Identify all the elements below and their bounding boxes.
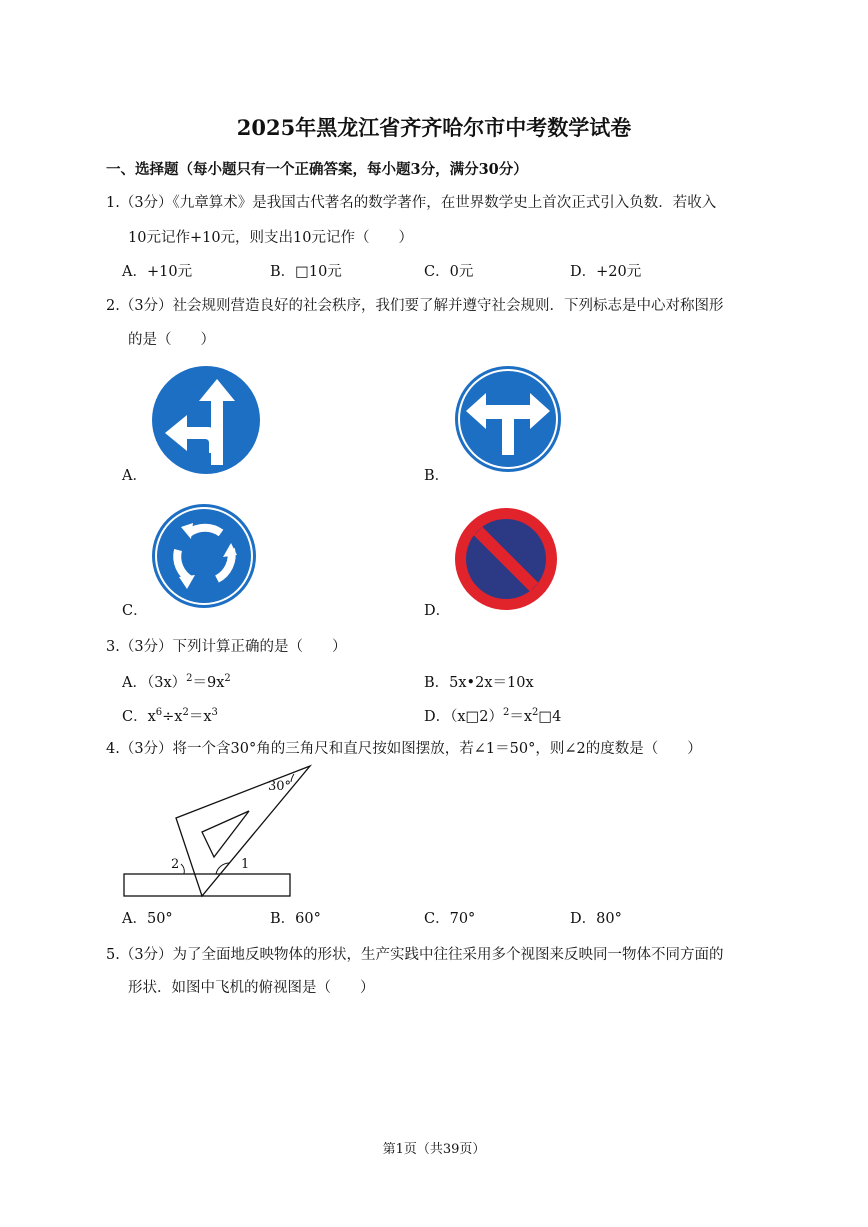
- q3-a-sup1: 2: [186, 673, 193, 685]
- q4-option-b: B．60°: [270, 911, 321, 927]
- sign-d-no-parking-icon: [454, 507, 558, 611]
- sign-a-straight-left-icon: [151, 365, 261, 475]
- q3-text: 3.（3分）下列计算正确的是（ ）: [106, 639, 347, 655]
- sign-c-roundabout-icon: [151, 503, 257, 609]
- q5-text-line2: 形状．如图中飞机的俯视图是（ ）: [128, 980, 375, 996]
- q3-d-post: □4: [538, 709, 562, 725]
- q3-c-mid: ÷x: [162, 709, 183, 725]
- q1-option-c: C．0元: [424, 264, 474, 280]
- q5-text-line1: 5.（3分）为了全面地反映物体的形状，生产实践中往往采用多个视图来反映同一物体不同方面的: [106, 947, 724, 963]
- q3-c-sup2: 2: [182, 707, 189, 719]
- q1-text-line1: 1.（3分）《九章算术》是我国古代著名的数学著作，在世界数学史上首次正式引入负数．若收入: [106, 195, 717, 211]
- q3-a-sup2: 2: [224, 673, 231, 685]
- q3-option-a: [122, 671, 231, 692]
- page-footer: 第1页（共39页）: [382, 1142, 486, 1157]
- q2-option-c-label: C．: [122, 603, 148, 619]
- q3-option-b: B．5x•2x＝10x: [424, 675, 534, 691]
- q3-option-c: [122, 705, 218, 726]
- q3-option-d: [424, 705, 561, 726]
- q2-option-a-label: A．: [122, 468, 147, 484]
- q3-d-sup1: 2: [502, 707, 510, 719]
- q3-d-sup2: 2: [532, 707, 539, 719]
- q2-option-d-label: D．: [424, 603, 451, 619]
- q3-c-pre: C．x: [122, 709, 156, 725]
- q2-option-b-label: B．: [424, 468, 450, 484]
- q1-option-a: A．+10元: [122, 264, 193, 280]
- q4-option-d: D．80°: [570, 911, 622, 927]
- q3-d-mid: ＝x: [509, 709, 533, 725]
- sign-b-left-right-icon: [454, 365, 562, 473]
- q1-option-b: B．□10元: [270, 264, 342, 280]
- q4-option-a: A．50°: [122, 911, 173, 927]
- q3-a-pre: A．（3x）: [122, 675, 187, 691]
- q2-text-line1: 2.（3分）社会规则营造良好的社会秩序，我们要了解并遵守社会规则．下列标志是中心对称图形: [106, 298, 724, 314]
- q4-option-c: C．70°: [424, 911, 476, 927]
- q1-text-line2: 10元记作+10元，则支出10元记作（ ）: [128, 230, 414, 246]
- section-heading: 一、选择题（每小题只有一个正确答案，每小题3分，满分30分）: [106, 161, 528, 178]
- q1-option-d: D．+20元: [570, 264, 642, 280]
- q4-text: 4.（3分）将一个含30°角的三角尺和直尺按如图摆放，若∠1＝50°，则∠2的度数是（ ）: [106, 741, 702, 757]
- q3-d-pre: D．（x□2）: [424, 709, 503, 725]
- q3-a-mid: ＝9x: [192, 675, 225, 691]
- q4-angle-30-label: 30°: [268, 779, 292, 794]
- q4-angle-2-label: 2: [171, 857, 180, 872]
- page-title: 2025年黑龙江省齐齐哈尔市中考数学试卷: [236, 115, 632, 140]
- q3-c-sup3: 3: [211, 707, 218, 719]
- q2-text-line2: 的是（ ）: [128, 332, 215, 348]
- q3-c-sup1: 6: [155, 707, 163, 719]
- q4-angle-1-label: 1: [241, 857, 250, 872]
- q3-c-mid2: ＝x: [188, 709, 212, 725]
